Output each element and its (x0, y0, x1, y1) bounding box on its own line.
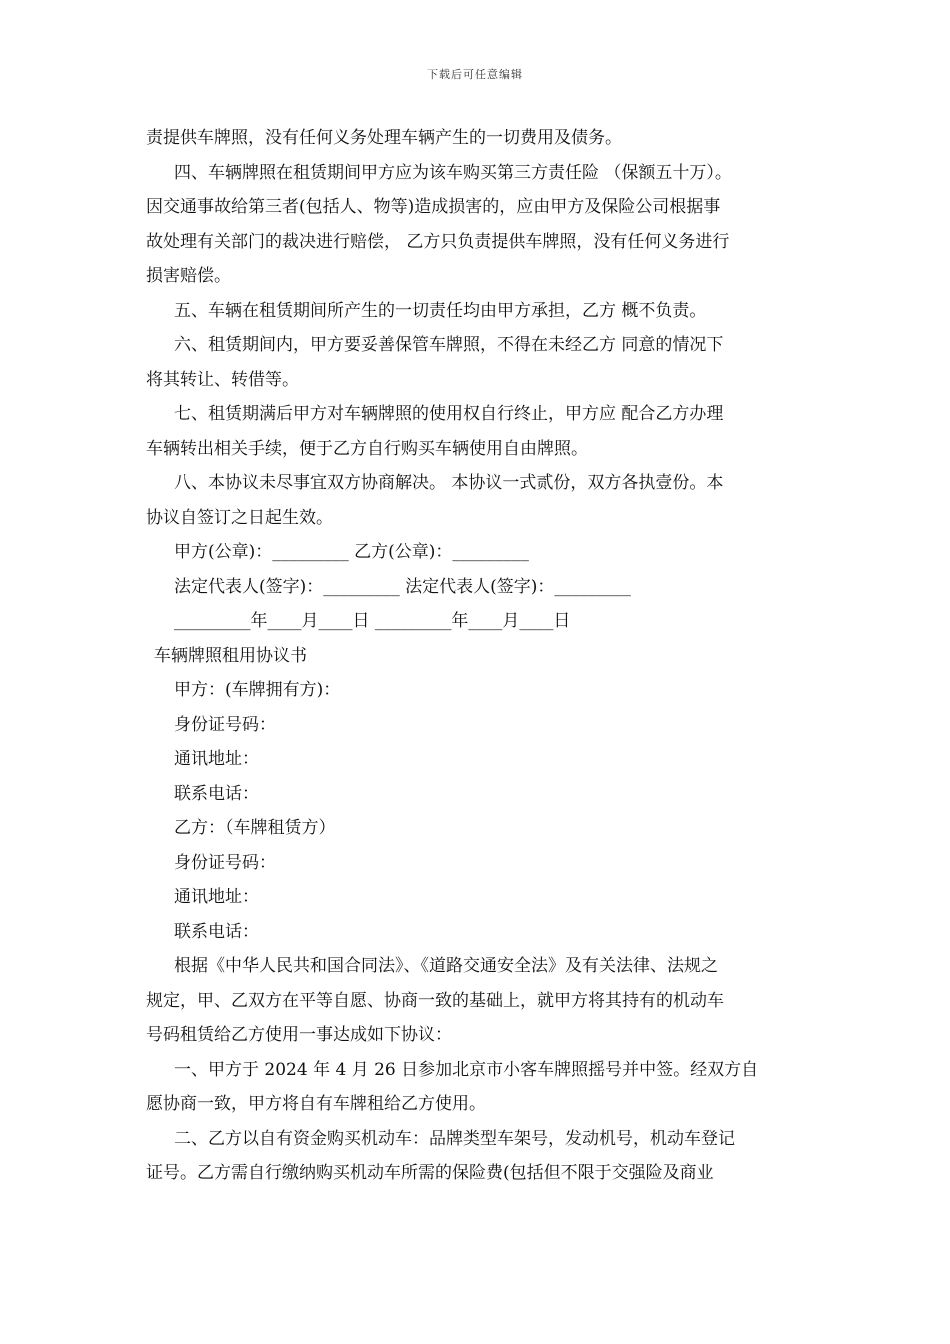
body-line: 责提供车牌照，没有任何义务处理车辆产生的一切费用及债务。 (146, 128, 622, 148)
body-line: 协议自签订之日起生效。 (146, 507, 333, 528)
clause-five: 五、车辆在租赁期间所产生的一切责任均由甲方承担，乙方 概不负责。 (174, 300, 707, 321)
body-line: 号码租赁给乙方使用一事达成如下协议： (146, 1025, 452, 1045)
signature-line: 法定代表人(签字)：_________ 法定代表人(签字)：_________ (174, 576, 631, 597)
body-line: 证号。乙方需自行缴纳购买机动车所需的保险费(包括但不限于交强险及商业 (146, 1163, 714, 1183)
party-b-id-label: 身份证号码： (174, 852, 276, 873)
clause-four: 四、车辆牌照在租赁期间甲方应为该车购买第三方责任险 （保额五十万）。 (174, 162, 732, 183)
seal-line: 甲方(公章)：_________ 乙方(公章)：_________ (174, 542, 529, 562)
body-line: 愿协商一致，甲方将自有车牌租给乙方使用。 (146, 1094, 486, 1114)
body-line: 损害赔偿。 (146, 266, 231, 286)
party-a-label: 甲方：(车牌拥有方)： (174, 680, 341, 700)
party-b-address-label: 通讯地址： (174, 887, 259, 907)
body-line: 车辆转出相关手续，便于乙方自行购买车辆使用自由牌照。 (146, 438, 588, 459)
body-line: 将其转让、转借等。 (146, 369, 299, 390)
document-body (146, 121, 810, 1191)
party-b-phone-label: 联系电话： (174, 921, 259, 942)
party-a-address-label: 通讯地址： (174, 749, 259, 769)
body-line: 因交通事故给第三者(包括人、物等)造成损害的，应由甲方及保险公司根据事 (146, 197, 721, 217)
party-a-phone-label: 联系电话： (174, 783, 259, 804)
clause-eight: 八、本协议未尽事宜双方协商解决。 本协议一式贰份，双方各执壹份。本 (174, 473, 724, 493)
preamble: 根据《中华人民共和国合同法》、《道路交通安全法》及有关法律、法规之 (174, 956, 718, 976)
body-line: 故处理有关部门的裁决进行赔偿， 乙方只负责提供车牌照，没有任何义务进行 (146, 231, 730, 252)
body-line: 规定，甲、乙双方在平等自愿、协商一致的基础上，就甲方将其持有的机动车 (146, 990, 724, 1011)
agreement-title: 车辆牌照租用协议书 (154, 645, 307, 666)
clause-one: 一、甲方于 2024 年 4 月 26 日参加北京市小客车牌照摇号并中签。经双方自 (174, 1059, 759, 1080)
page-header: 下载后可任意编辑 (427, 68, 523, 81)
clause-six: 六、租赁期间内，甲方要妥善保管车牌照，不得在未经乙方 同意的情况下 (174, 335, 724, 355)
party-b-label: 乙方：（车牌租赁方） (174, 818, 336, 838)
clause-seven: 七、租赁期满后甲方对车辆牌照的使用权自行终止，甲方应 配合乙方办理 (174, 404, 724, 424)
clause-two: 二、乙方以自有资金购买机动车：品牌类型车架号，发动机号，机动车登记 (174, 1128, 735, 1149)
date-line: _________年____月____日 _________年____月____日 (174, 611, 571, 631)
party-a-id-label: 身份证号码： (174, 714, 276, 735)
